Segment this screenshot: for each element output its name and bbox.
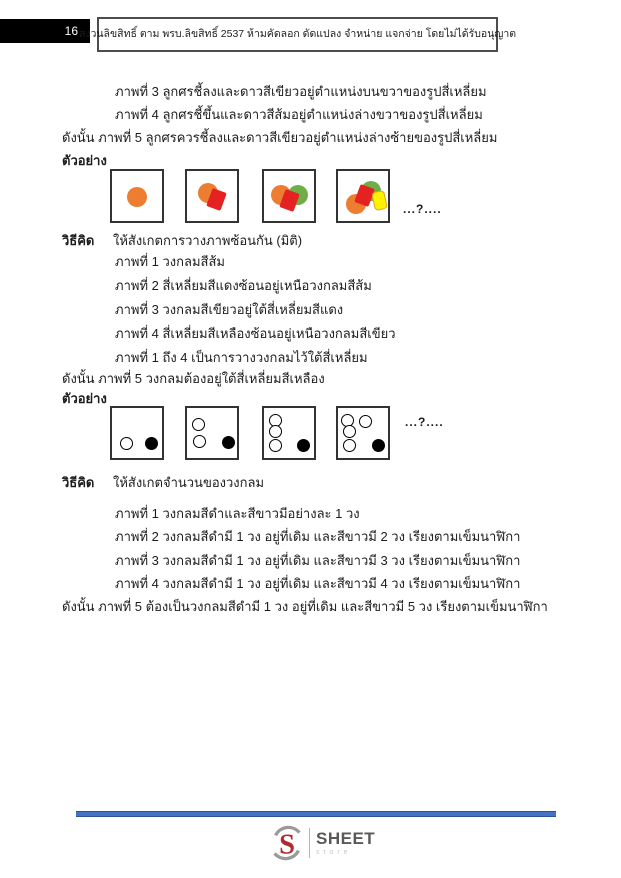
example1-step: ภาพที่ 1 ถึง 4 เป็นการวางวงกลมไว้ใต้สี่เหลี่ยม: [115, 350, 368, 365]
black-circle: [145, 437, 158, 450]
logo-sub-text: store: [316, 849, 352, 856]
intro-line-1: ภาพที่ 3 ลูกศรชี้ลงและดาวสีเขียวอยู่ตำแหน่งบนขวาของรูปสี่เหลี่ยม: [115, 84, 487, 99]
example1-conclusion: ดังนั้น ภาพที่ 5 วงกลมต้องอยู่ใต้สี่เหลี่ยมสีเหลือง: [62, 371, 325, 386]
example2-question-mark: ...?....: [405, 415, 444, 429]
example1-step: ภาพที่ 4 สี่เหลี่ยมสีเหลืองซ้อนอยู่เหนือวงกลมสีเขียว: [115, 326, 396, 341]
figure-box: [336, 406, 390, 460]
example1-step: ภาพที่ 1 วงกลมสีส้ม: [115, 254, 225, 269]
white-circle: [341, 414, 354, 427]
figure-box: [110, 406, 164, 460]
white-circle: [193, 435, 206, 448]
logo-brand-text: SHEET: [316, 829, 376, 848]
white-circle: [343, 425, 356, 438]
example2-conclusion: ดังนั้น ภาพที่ 5 ต้องเป็นวงกลมสีดำมี 1 วง อยู่ที่เดิม และสีขาวมี 5 วง เรียงตามเข็มนาฬิกา: [62, 599, 548, 614]
example2-step: ภาพที่ 3 วงกลมสีดำมี 1 วง อยู่ที่เดิม และสีขาวมี 3 วง เรียงตามเข็มนาฬิกา: [115, 553, 521, 568]
example2-method-label: วิธีคิด: [62, 475, 95, 490]
svg-text:S: S: [279, 829, 295, 861]
example1-question-mark: ...?....: [403, 202, 442, 216]
black-circle: [222, 436, 235, 449]
figure-box: [185, 406, 239, 460]
yellow-rounded-square: [371, 189, 388, 210]
white-circle: [343, 439, 356, 452]
example1-method-text: ให้สังเกตการวางภาพซ้อนกัน (มิติ): [113, 233, 303, 248]
black-circle: [372, 439, 385, 452]
example2-step: ภาพที่ 4 วงกลมสีดำมี 1 วง อยู่ที่เดิม และสีขาวมี 4 วง เรียงตามเข็มนาฬิกา: [115, 576, 521, 591]
logo-s-icon: [268, 824, 306, 862]
copyright-box: [78, 17, 517, 52]
green-circle: [288, 185, 308, 205]
figure-box: [336, 169, 390, 223]
orange-circle: [271, 185, 291, 205]
green-circle: [361, 181, 381, 201]
figure-box: [110, 169, 164, 223]
intro-line-2: ภาพที่ 4 ลูกศรชี้ขึ้นและดาวสีส้มอยู่ตำแหน่งล่างขวาของรูปสี่เหลี่ยม: [115, 107, 483, 122]
sheet-store-logo: [268, 822, 378, 864]
red-square: [206, 188, 227, 211]
example2-step: ภาพที่ 2 วงกลมสีดำมี 1 วง อยู่ที่เดิม และสีขาวมี 2 วง เรียงตามเข็มนาฬิกา: [115, 529, 521, 544]
orange-circle: [127, 187, 147, 207]
white-circle: [120, 437, 133, 450]
orange-circle: [346, 194, 366, 214]
example1-step: ภาพที่ 2 สี่เหลี่ยมสีแดงซ้อนอยู่เหนือวงกลมสีส้ม: [115, 278, 372, 293]
example2-method-text: ให้สังเกตจำนวนของวงกลม: [113, 475, 265, 490]
orange-circle: [198, 183, 218, 203]
copyright-text: สงวนลิขสิทธิ์ ตาม พรบ.ลิขสิทธิ์ 2537 ห้ามคัดลอก ดัดแปลง จำหน่าย แจกจ่าย โดยไม่ได้รับอนุญาต: [78, 28, 517, 40]
intro-conclusion: ดังนั้น ภาพที่ 5 ลูกศรควรชี้ลงและดาวสีเขียวอยู่ตำแหน่งล่างซ้ายของรูปสี่เหลี่ยม: [62, 130, 498, 145]
example1-method-label: วิธีคิด: [62, 233, 95, 248]
example2-step: ภาพที่ 1 วงกลมสีดำและสีขาวมีอย่างละ 1 วง: [115, 506, 360, 521]
white-circle: [192, 418, 205, 431]
white-circle: [269, 425, 282, 438]
red-square: [279, 189, 300, 212]
footer-divider-line: [76, 811, 556, 817]
white-circle: [269, 414, 282, 427]
example2-method-row: [62, 474, 264, 491]
example2-heading: ตัวอย่าง: [62, 391, 107, 406]
white-circle: [359, 415, 372, 428]
example1-method-row: [62, 232, 302, 249]
red-square: [354, 184, 375, 207]
figure-box: [262, 406, 316, 460]
example1-step: ภาพที่ 3 วงกลมสีเขียวอยู่ใต้สี่เหลี่ยมสีแดง: [115, 302, 344, 317]
page-number: 16: [64, 24, 78, 38]
figure-box: [185, 169, 239, 223]
logo-divider: [309, 828, 310, 858]
black-circle: [297, 439, 310, 452]
example1-heading: ตัวอย่าง: [62, 153, 107, 168]
page-number-bar: [0, 19, 90, 43]
figure-box: [262, 169, 316, 223]
white-circle: [269, 439, 282, 452]
